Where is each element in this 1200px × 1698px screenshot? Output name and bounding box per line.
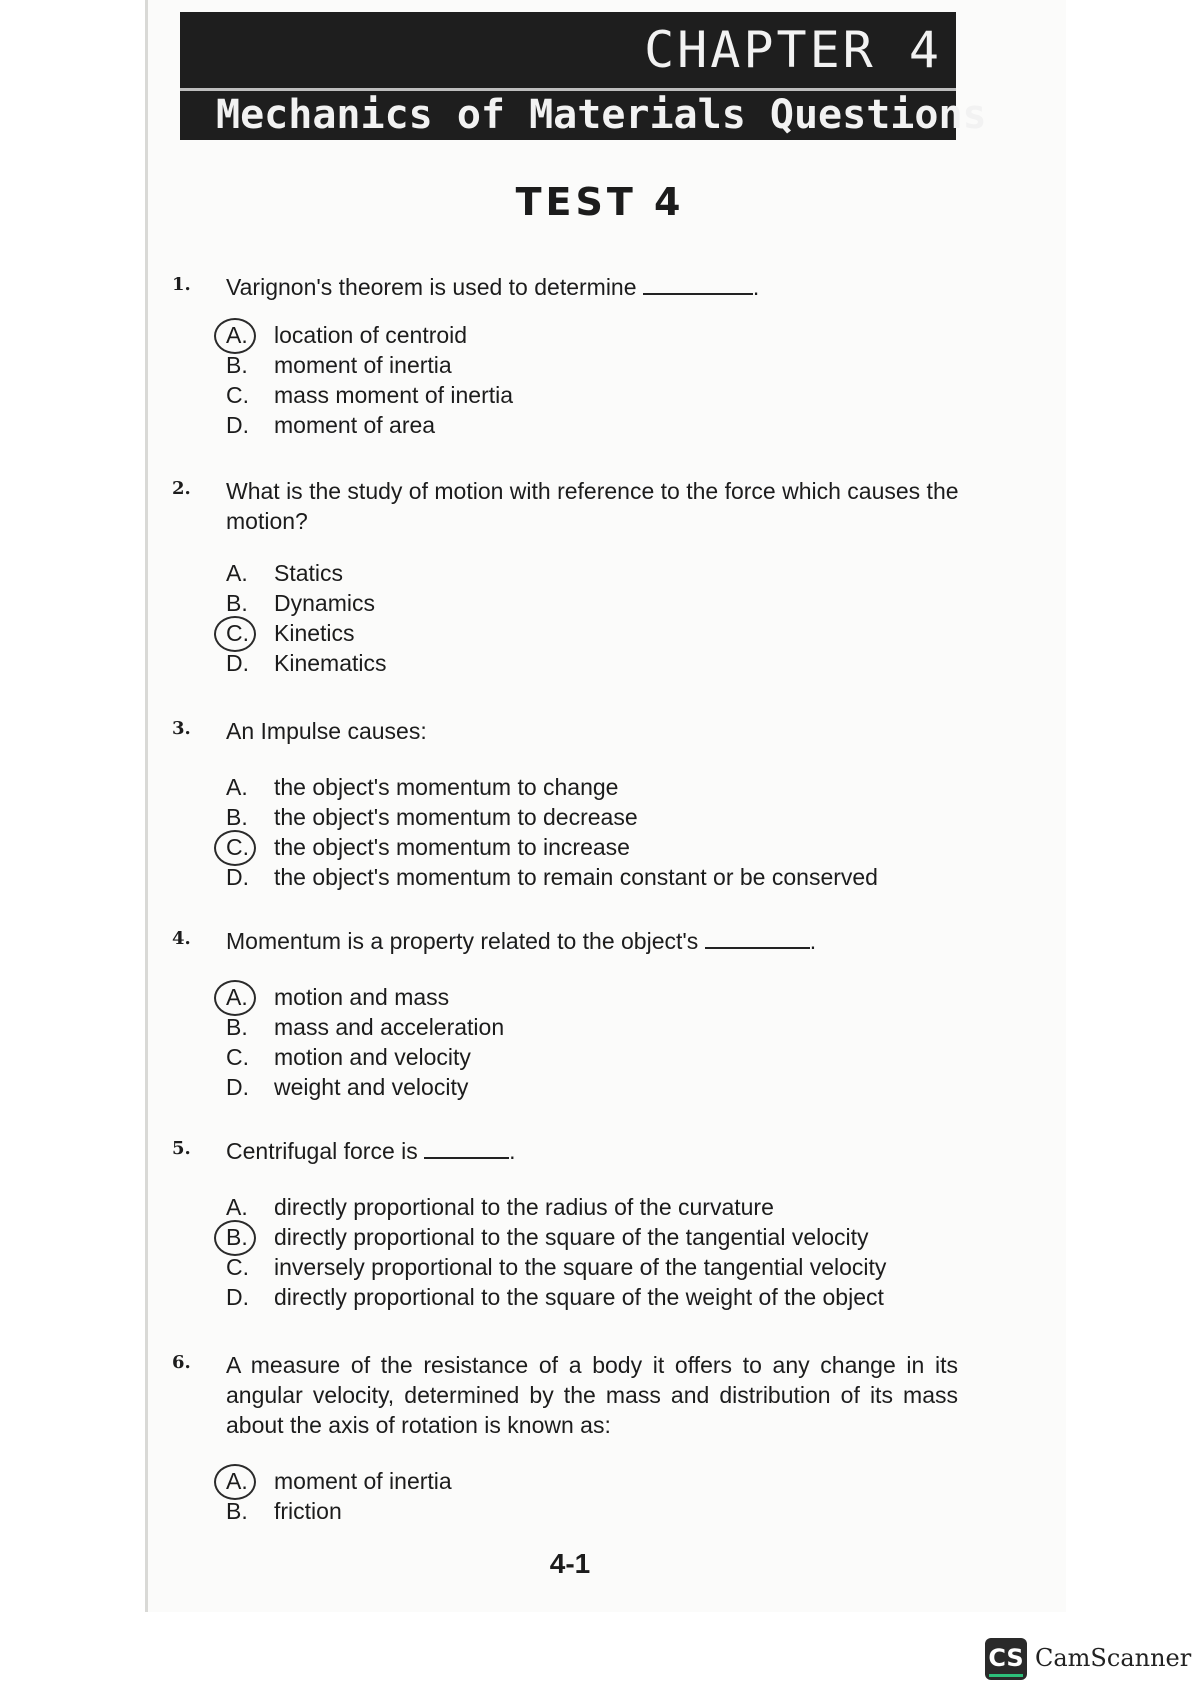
- option-list: [226, 1192, 962, 1312]
- option-c: C. motion and velocity: [226, 1044, 471, 1070]
- test-title: TEST 4: [515, 180, 685, 224]
- option-b: B. the object's momentum to decrease: [226, 804, 638, 830]
- option-d: D. Kinematics: [226, 650, 387, 676]
- option-a: A. directly proportional to the radius of the curvature: [226, 1194, 774, 1220]
- question-number: 6.: [172, 1352, 191, 1373]
- page-number: 4-1: [549, 1548, 591, 1579]
- question-6: [172, 1350, 958, 1526]
- question-stem: Varignon's theorem is used to determine .: [226, 274, 760, 300]
- camscanner-logo-icon: CS: [985, 1638, 1027, 1680]
- question-number: 3.: [172, 718, 191, 739]
- option-b: B. friction: [226, 1498, 342, 1524]
- question-number: 1.: [172, 274, 191, 295]
- chapter-label: CHAPTER 4: [644, 21, 942, 79]
- option-b: B. moment of inertia: [226, 352, 452, 378]
- option-a: A. moment of inertia: [226, 1466, 958, 1496]
- question-2: [172, 476, 962, 678]
- option-c: C. inversely proportional to the square of the tangential velocity: [226, 1254, 887, 1280]
- option-list: [226, 1466, 958, 1526]
- question-stem: A measure of the resistance of a body it offers to any change in its angular velocity, determined by the mass and distribution of its mass about the axis of rotation is known as:: [226, 1352, 958, 1438]
- option-c: C. the object's momentum to increase: [226, 832, 962, 862]
- option-a: A. motion and mass: [226, 982, 962, 1012]
- option-a: A. the object's momentum to change: [226, 774, 619, 800]
- question-stem: An Impulse causes:: [226, 718, 427, 744]
- option-a: A. Statics: [226, 560, 344, 586]
- question-stem: Centrifugal force is .: [226, 1138, 516, 1164]
- question-number: 2.: [172, 478, 191, 499]
- answer-blank: [424, 1137, 509, 1159]
- question-number: 5.: [172, 1138, 191, 1159]
- question-number: 4.: [172, 928, 191, 949]
- answer-blank: [705, 927, 810, 949]
- option-a: A. location of centroid: [226, 320, 962, 350]
- question-3: [172, 716, 962, 892]
- answer-blank: [643, 273, 753, 295]
- option-list: [226, 558, 962, 678]
- option-c: C. mass moment of inertia: [226, 382, 514, 408]
- option-d: D. moment of area: [226, 412, 436, 438]
- question-stem: Momentum is a property related to the object's .: [226, 928, 817, 954]
- question-stem: What is the study of motion with reference to the force which causes the motion?: [226, 478, 959, 534]
- chapter-title: Mechanics of Materials Questions: [216, 92, 987, 138]
- option-d: D. directly proportional to the square of the weight of the object: [226, 1284, 884, 1310]
- question-5: [172, 1136, 962, 1312]
- option-list: [226, 320, 962, 440]
- option-b: B. directly proportional to the square of the tangential velocity: [226, 1222, 962, 1252]
- option-b: B. Dynamics: [226, 590, 375, 616]
- question-1: [172, 272, 962, 440]
- option-list: [226, 772, 962, 892]
- camscanner-label: CamScanner: [1035, 1644, 1192, 1672]
- option-d: D. weight and velocity: [226, 1074, 469, 1100]
- chapter-banner: [180, 12, 987, 140]
- option-list: [226, 982, 962, 1102]
- option-c: C. Kinetics: [226, 618, 962, 648]
- option-d: D. the object's momentum to remain constant or be conserved: [226, 864, 878, 890]
- option-b: B. mass and acceleration: [226, 1014, 505, 1040]
- question-4: [172, 926, 962, 1102]
